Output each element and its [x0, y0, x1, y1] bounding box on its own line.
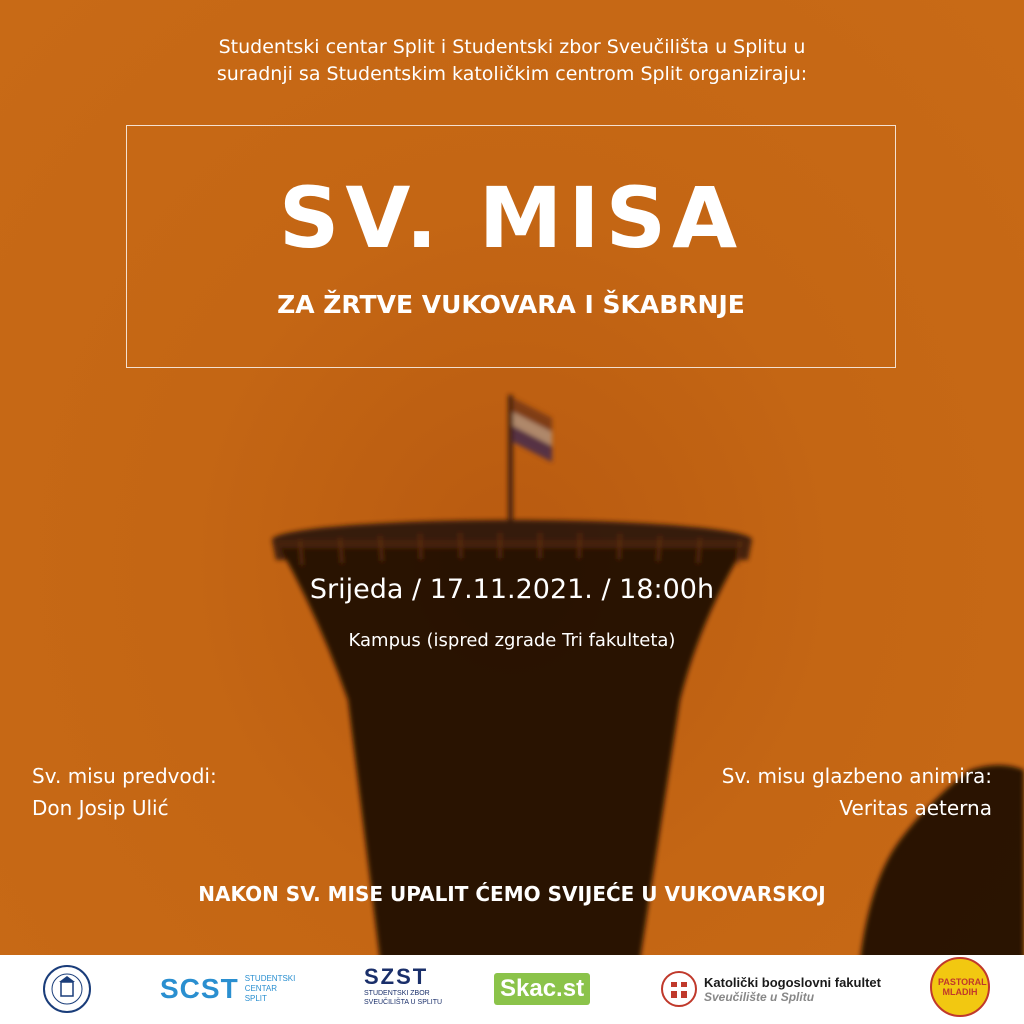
subtitle: ZA ŽRTVE VUKOVARA I ŠKABRNJE — [277, 290, 745, 319]
intro-line-2: suradnji sa Studentskim katoličkim centrom Split organiziraju: — [216, 63, 808, 85]
szst-logo — [364, 965, 442, 1013]
scst-logo — [160, 965, 295, 1013]
kbf-crest-icon — [660, 970, 698, 1008]
main-title: SV. MISA — [278, 169, 744, 267]
scst-text-3: SPLIT — [244, 994, 267, 1003]
event-location: Kampus (ispred zgrade Tri fakulteta) — [348, 630, 676, 651]
leader-name: Don Josip Ulić — [32, 796, 169, 820]
music-name: Veritas aeterna — [839, 796, 992, 820]
leader-label: Sv. misu predvodi: — [32, 764, 217, 788]
intro-line-1: Studentski centar Split i Studentski zbor Sveučilišta u Splitu u — [218, 36, 806, 58]
scst-text-2: CENTAR — [244, 984, 277, 993]
kbf-logo — [660, 965, 881, 1013]
skac-mark: Skac.st — [494, 973, 590, 1005]
szst-mark: SZST — [364, 964, 429, 989]
event-datetime: Srijeda / 17.11.2021. / 18:00h — [309, 574, 715, 605]
candles-note: NAKON SV. MISE UPALIT ĆEMO SVIJEĆE U VUKOVARSKOJ — [198, 882, 826, 906]
music-label: Sv. misu glazbeno animira: — [721, 764, 992, 788]
pastoral-mark: PASTORAL MLADIH — [938, 977, 987, 997]
szst-text-2: SVEUČILIŠTA U SPLITU — [364, 999, 443, 1006]
leader-info — [32, 760, 217, 824]
szst-text-1: STUDENTSKI ZBOR — [364, 990, 430, 997]
kbf-name: Katolički bogoslovni fakultet — [704, 974, 881, 990]
title-box — [126, 125, 896, 368]
skac-logo — [494, 965, 590, 1013]
sponsor-logos-bar — [0, 955, 1024, 1024]
kbf-sub: Sveučilište u Splitu — [704, 989, 815, 1004]
scst-mark: SCST — [160, 973, 239, 1004]
seal-icon — [42, 964, 92, 1014]
music-info — [722, 760, 992, 824]
scst-text-1: STUDENTSKI — [244, 974, 296, 983]
pastoral-mladih-logo — [930, 963, 990, 1011]
intro-text — [0, 34, 1024, 88]
university-seal-logo — [42, 965, 92, 1013]
